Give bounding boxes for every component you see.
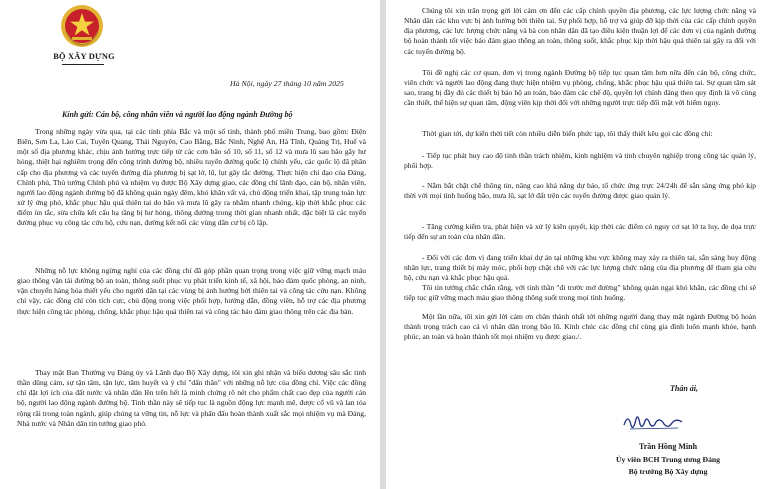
ministry-name: BỘ XÂY DỰNG	[53, 52, 115, 61]
body-paragraph: Chúng tôi xin trân trọng gửi lời cảm ơn đến các cấp chính quyền địa phương, các lực lượng chức năng và Nhân dân các khu vực bị ảnh hưởng bởi thiên tai. Sự phối hợp, hỗ trợ và giúp đỡ kịp thời của các cấp chính quyền địa phương, các lực lượng chức năng và bà con nhân dân đã tạo điều kiện thuận lợi để các đơn vị của ngành đường bộ hoàn thành tốt việc bảo đảm giao thông an toàn, thông suốt, khắc phục kịp thời hậu quả thiên tai gây ra đối với các tuyến đường bộ.	[404, 6, 756, 56]
letter-date: Hà Nội, ngày 27 tháng 10 năm 2025	[230, 79, 344, 88]
body-paragraph: Thời gian tới, dự kiến thời tiết còn nhiều diễn biến phức tạp, tôi thấy thiết kêu gọi các đồng chí:	[422, 129, 713, 138]
closing-greeting: Thân ái,	[670, 384, 699, 393]
body-paragraph: Một lần nữa, tôi xin gửi lời cảm ơn chân thành nhất tới những người đang thay mặt ngành Đường bộ hoàn thành trọng trách cao cả vì nhân dân trong bão lũ. Kính chúc các đồng chí cùng gia đình luôn mạnh khỏe, hạnh phúc, an toàn và hoàn thành tốt mọi nhiệm vụ được giao./.	[404, 312, 756, 342]
salutation: Kính gửi: Cán bộ, công nhân viên và người lao động ngành Đường bộ	[62, 110, 293, 119]
call-to-action-item: - Tiếp tục phát huy cao độ tinh thần trách nhiệm, kinh nghiệm và tinh chuyên nghiệp trong công tác quản lý, phối hợp.	[404, 151, 756, 171]
call-to-action-item: - Đối với các đơn vị đang triển khai dự án tại những khu vực không may xảy ra thiên tai, sẵn sàng huy động nhân lực, trang thiết bị máy móc, phối hợp chặt chẽ với các lực lượng chức năng của địa phương để tham gia cứu hộ, cứu nạn và khắc phục hậu quả.	[404, 253, 756, 283]
body-paragraph: Những nỗ lực không ngừng nghỉ của các đồng chí đã góp phần quan trọng trong việc giữ vững mạch máu giao thông vận tải đường bộ an toàn, thông suốt phục vụ phát triển kinh tế, xã hội, bảo đảm quốc phòng, an ninh, vận chuyển hàng hóa thiết yếu cho người dân tại các vùng bị ảnh hưởng bởi thiên tai và công tác cứu nạn. Không chỉ vậy, các đồng chí còn tích cực, chủ động trong việc phối hợp, hướng dẫn, đồng viên, hỗ trợ các địa phương thực hiện công tác phòng, chống, khắc phục hậu quả thiên tai và công tác bảo đảm giao thông trên các địa bàn.	[17, 266, 366, 316]
body-paragraph: Tôi tin tưởng chắc chắn rằng, với tinh thần "đi trước mở đường" không quản ngại khó khăn, các đồng chí sẽ tiếp tục giữ vững mạch máu giao thông thông suốt trong mọi tình huống.	[404, 283, 756, 303]
signer-name: Trần Hồng Minh	[638, 442, 698, 451]
signer-title: Bộ trưởng Bộ Xây dựng	[628, 467, 708, 476]
letter-page-right	[386, 0, 770, 489]
signer-title: Ủy viên BCH Trung ương Đảng	[615, 455, 721, 464]
body-paragraph: Tôi đề nghị các cơ quan, đơn vị trong ngành Đường bộ tiếp tục quan tâm hơn nữa đến cán bộ, công chức, viên chức và người lao động đang thực hiện nhiệm vụ phòng, chống, khắc phục hậu quả thiên tai. Sự quan tâm sát sao, trang bị đầy đủ các thiết bị bảo hộ an toàn, bảo đảm các chế độ, quyền lợi chính đáng theo quy định là vô cùng cần thiết, thể hiện sự quan tâm, động viên kịp thời đối với những người trực tiếp đối mặt với hiểm nguy.	[404, 68, 756, 108]
call-to-action-item: - Tăng cường kiểm tra, phát hiện và xử lý kiên quyết, kịp thời các điểm có nguy cơ sạt lở ta luy, đe dọa trực tiếp đến sự an toàn của nhân dân.	[404, 222, 756, 242]
body-paragraph: Thay mặt Ban Thường vụ Đảng ủy và Lãnh đạo Bộ Xây dựng, tôi xin ghi nhận và biểu dương sâu sắc tinh thần dũng cảm, sự tận tâm, tận lực, tâm huyết và ý chí "dấn thân" với những nỗ lực của đồng chí. Việc các đồng chí đặt lợi ích của đất nước và nhân dân lên trên hết là minh chứng rõ nét cho phẩm chất cao đẹp của người cán bộ, người lao động ngành đường bộ. Tinh thần này sẽ tiếp tục là nguồn động lực mạnh mẽ, được cổ vũ và lan tỏa rộng rãi trong toàn ngành, giúp chúng ta vững tin, nỗ lực và phấn đấu hoàn thành xuất sắc mọi nhiệm vụ mà Đảng, Nhà nước và Nhân dân tin tưởng giao phó.	[17, 368, 366, 428]
ministry-underline	[62, 64, 104, 65]
body-paragraph: Trong những ngày vừa qua, tại các tỉnh phía Bắc và một số tỉnh, thành phố miền Trung, bao gồm: Điện Biên, Sơn La, Lào Cai, Tuyên Quang, Thái Nguyên, Cao Bằng, Bắc Ninh, Nghệ An, Hà Tĩnh, Quảng Trị, Huế và một số địa phương khác, chịu ảnh hưởng trực tiếp từ các cơn bão số 10, số 11, số 12 và mưa lũ sau bão gây hư hỏng, thiệt hại nghiêm trọng đến công trình đường bộ, nhiều tuyến đường quốc lộ chính yếu, các quốc lộ đã phân cấp cho địa phương và các tuyến đường địa phương bị sạt lở, lũ, lụt gây tắc đường. Thực hiện chỉ đạo của Đảng, Chính phủ, Thủ tướng Chính phủ và nhiệm vụ được Bộ Xây dựng giao, các đồng chí lãnh đạo, cán bộ, nhân viên, người lao động ngành đường bộ đã không quản ngày đêm, khó khăn vất vả, chủ động triển khai, tập trung toàn lực xử lý ứng phó, khắc phục hậu quả thiên tai do bão và mưa lũ gây ra nhằm nhanh chóng, kịp thời khắc phục các điểm ùn tắc, sửa chữa kết cấu hạ tầng bị hư hỏng, thông đường trong thời gian nhanh nhất, đặc biệt là các tuyến đường phục vụ công tác cứu hộ, cứu nạn, đường kết nối các vùng dân cư bị cô lập.	[17, 127, 366, 228]
call-to-action-item: - Nắm bắt chặt chẽ thông tin, nâng cao khả năng dự báo, tổ chức ứng trực 24/24h để sẵn sàng ứng phó kịp thời với mọi tình huống bão, mưa lũ, sạt lở đất trên các tuyến đường được giao quản lý.	[404, 181, 756, 201]
letter-page-left	[0, 0, 380, 489]
national-emblem-icon	[60, 4, 104, 48]
signature-icon	[620, 405, 690, 437]
